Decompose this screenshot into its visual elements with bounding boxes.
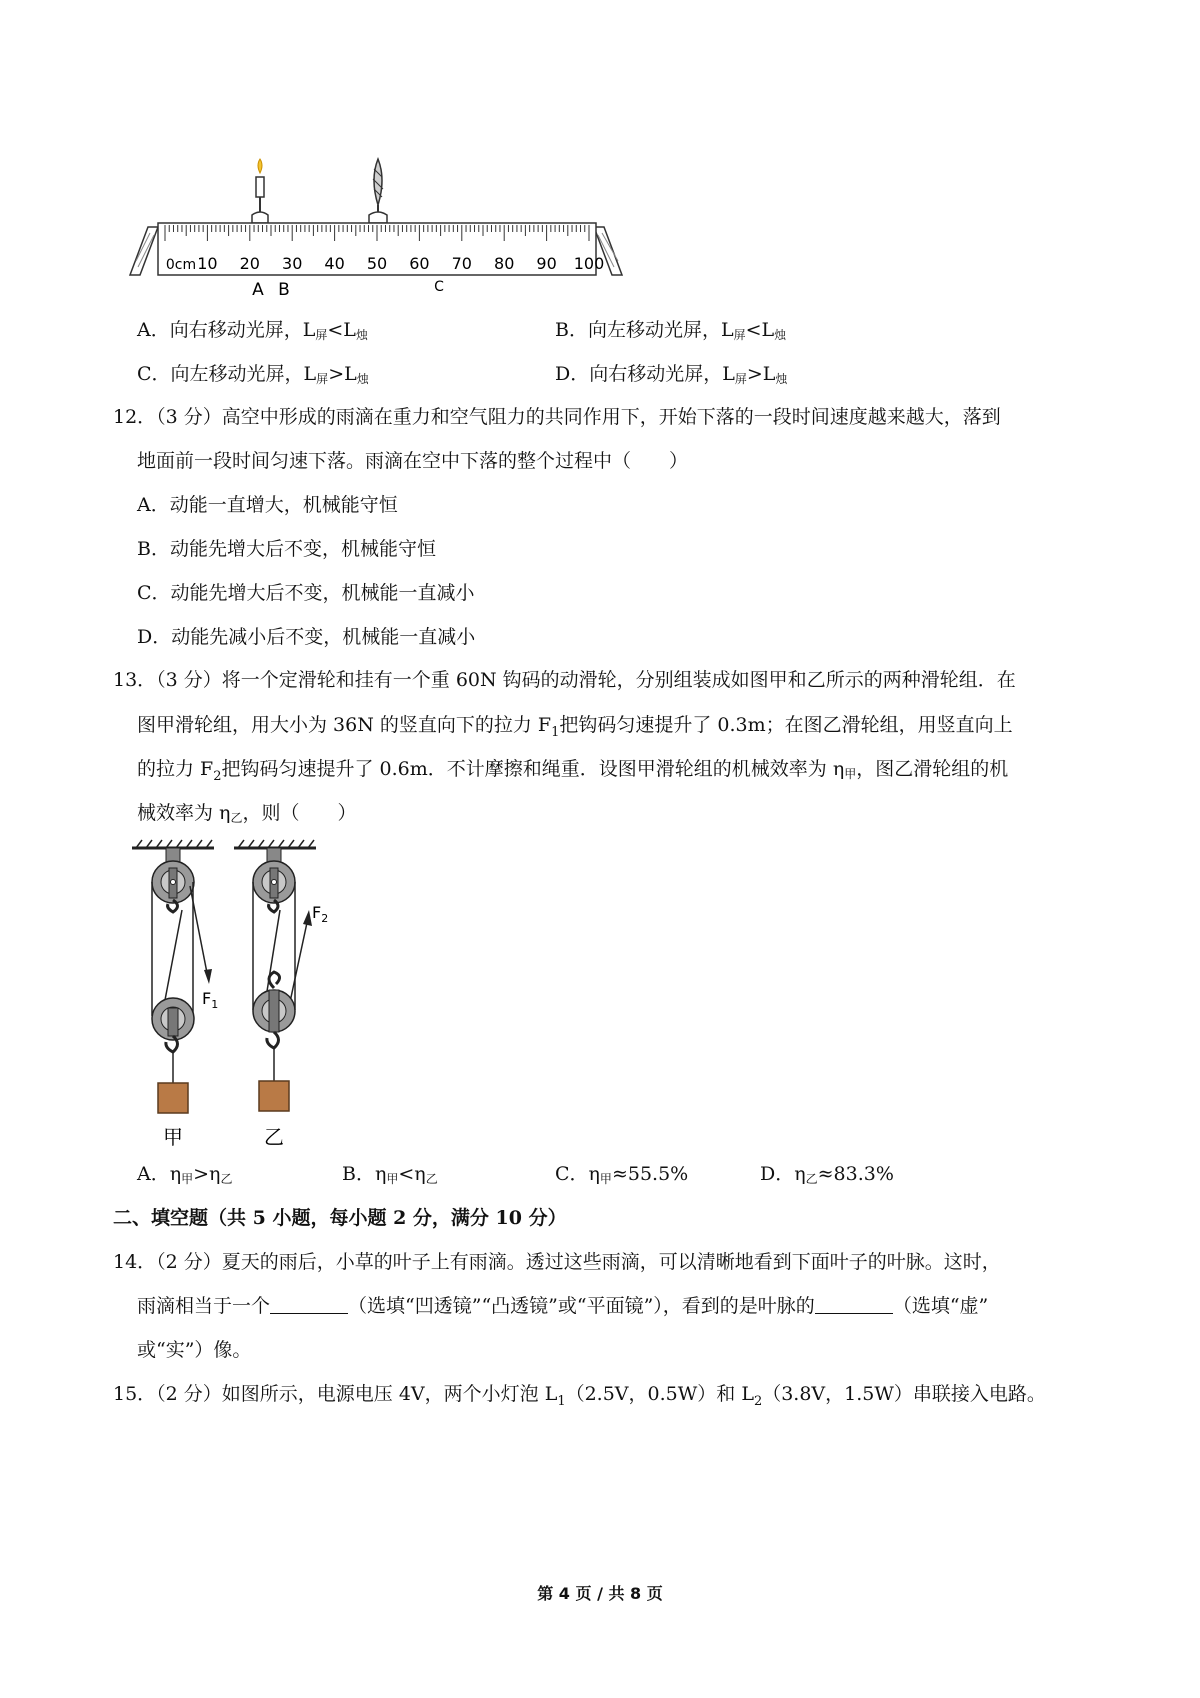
answer-blank-2[interactable] xyxy=(815,1295,893,1314)
q12-option-b: B．动能先增大后不变，机械能守恒 xyxy=(137,538,436,560)
q11-option-c: C．向左移动光屏，$L_屏>L_烛$ xyxy=(137,363,369,386)
answer-blank-1[interactable] xyxy=(270,1295,348,1314)
figure-label-yi: 乙 xyxy=(264,1125,284,1149)
ceiling-right xyxy=(234,840,316,848)
q12-option-a: A．动能一直增大，机械能守恒 xyxy=(137,494,398,516)
fixed-pulley-left xyxy=(152,848,194,912)
q14-stem-line3: 或“实”）像。 xyxy=(137,1339,252,1361)
f2-label: $F_2$ xyxy=(312,903,329,925)
ruler-scale-label: 0cm xyxy=(165,257,197,273)
ruler-scale-label: 80 xyxy=(494,254,515,273)
point-label-b: B xyxy=(278,280,290,300)
q12-option-c: C．动能先增大后不变，机械能一直减小 xyxy=(137,582,475,604)
optical-bench-figure xyxy=(128,155,628,305)
ruler-scale-label: 30 xyxy=(282,254,303,273)
q14-stem-line1: 14．（2 分）夏天的雨后，小草的叶子上有雨滴。透过这些雨滴，可以清晰地看到下面叶子的叶脉。这时， xyxy=(113,1251,1001,1273)
q11-option-b: B．向左移动光屏，$L_屏<L_烛$ xyxy=(555,319,787,342)
q12-stem-line1: 12．（3 分）高空中形成的雨滴在重力和空气阻力的共同作用下，开始下落的一段时间速度越来越大，落到 xyxy=(113,406,1001,428)
bench-left-support xyxy=(130,227,158,275)
movable-pulley-right xyxy=(253,972,295,1081)
pulley-figure xyxy=(128,838,368,1158)
q13-option-b: B．$\eta_甲<\eta_乙$ xyxy=(342,1163,438,1186)
q11-option-a: A．向右移动光屏，$L_屏<L_烛$ xyxy=(137,319,368,342)
q13-stem-line2: 图甲滑轮组，用大小为 36N 的竖直向下的拉力 $F_1$把钩码匀速提升了 0.3m；在图乙滑轮组，用竖直向上 xyxy=(137,714,1013,740)
q13-option-a: A．$\eta_甲>\eta_乙$ xyxy=(137,1163,233,1186)
q11-option-d: D．向右移动光屏，$L_屏>L_烛$ xyxy=(555,363,788,386)
page-footer: 第 4 页 / 共 8 页 xyxy=(537,1584,663,1603)
ruler-scale-label: 50 xyxy=(366,254,388,273)
ruler-scale-label: 90 xyxy=(536,254,557,273)
point-label-c: C xyxy=(434,279,444,295)
weight-block-right xyxy=(259,1081,289,1111)
q13-stem-line4: 械效率为 $\eta_乙$，则（ ） xyxy=(137,802,357,825)
q12-option-d: D．动能先减小后不变，机械能一直减小 xyxy=(137,626,476,648)
point-label-a: A xyxy=(252,280,264,300)
figure-label-jia: 甲 xyxy=(163,1125,183,1149)
ruler-scale-label: 10 xyxy=(197,254,218,273)
ruler-scale-label: 60 xyxy=(409,254,430,273)
ruler-scale-label: 70 xyxy=(451,254,472,273)
candle-icon xyxy=(252,159,268,223)
q14-stem-line2: 雨滴相当于一个 （选填“凹透镜”“凸透镜”或“平面镜”），看到的是叶脉的 （选填“虚” xyxy=(137,1295,989,1317)
ceiling-left xyxy=(132,840,214,848)
ruler-scale-label: 40 xyxy=(324,254,345,273)
weight-block-left xyxy=(158,1083,188,1113)
lens-icon xyxy=(369,159,387,223)
fixed-pulley-right xyxy=(253,848,295,912)
q13-option-c: C．$\eta_甲\approx 55.5\%$ xyxy=(555,1163,689,1186)
force-arrow-f2 xyxy=(290,910,312,1002)
q13-stem-line3: 的拉力 $F_2$把钩码匀速提升了 0.6m．不计摩擦和绳重．设图甲滑轮组的机械效率为 $\eta_甲$，图乙滑轮组的机 xyxy=(137,758,1009,784)
section-heading-fill-in: 二、填空题（共 5 小题，每小题 2 分，满分 10 分） xyxy=(113,1207,567,1229)
q13-option-d: D．$\eta_乙\approx 83.3\%$ xyxy=(760,1163,894,1186)
f1-label: $F_1$ xyxy=(202,989,219,1011)
ruler-scale-label: 20 xyxy=(239,254,260,273)
q13-stem-line1: 13．（3 分）将一个定滑轮和挂有一个重 60N 钩码的动滑轮，分别组装成如图甲和乙所示的两种滑轮组．在 xyxy=(113,669,1016,691)
ruler-scale-label: 100 xyxy=(573,254,605,273)
q15-stem-line1: 15．（2 分）如图所示，电源电压 4V，两个小灯泡 $L_1(2.5V$，0.5W）和 $L_2(3.8V$，1.5W）串联接入电路。 xyxy=(113,1383,1046,1409)
q12-stem-line2: 地面前一段时间匀速下落。雨滴在空中下落的整个过程中（ ） xyxy=(137,450,689,472)
movable-pulley-left xyxy=(152,998,194,1083)
